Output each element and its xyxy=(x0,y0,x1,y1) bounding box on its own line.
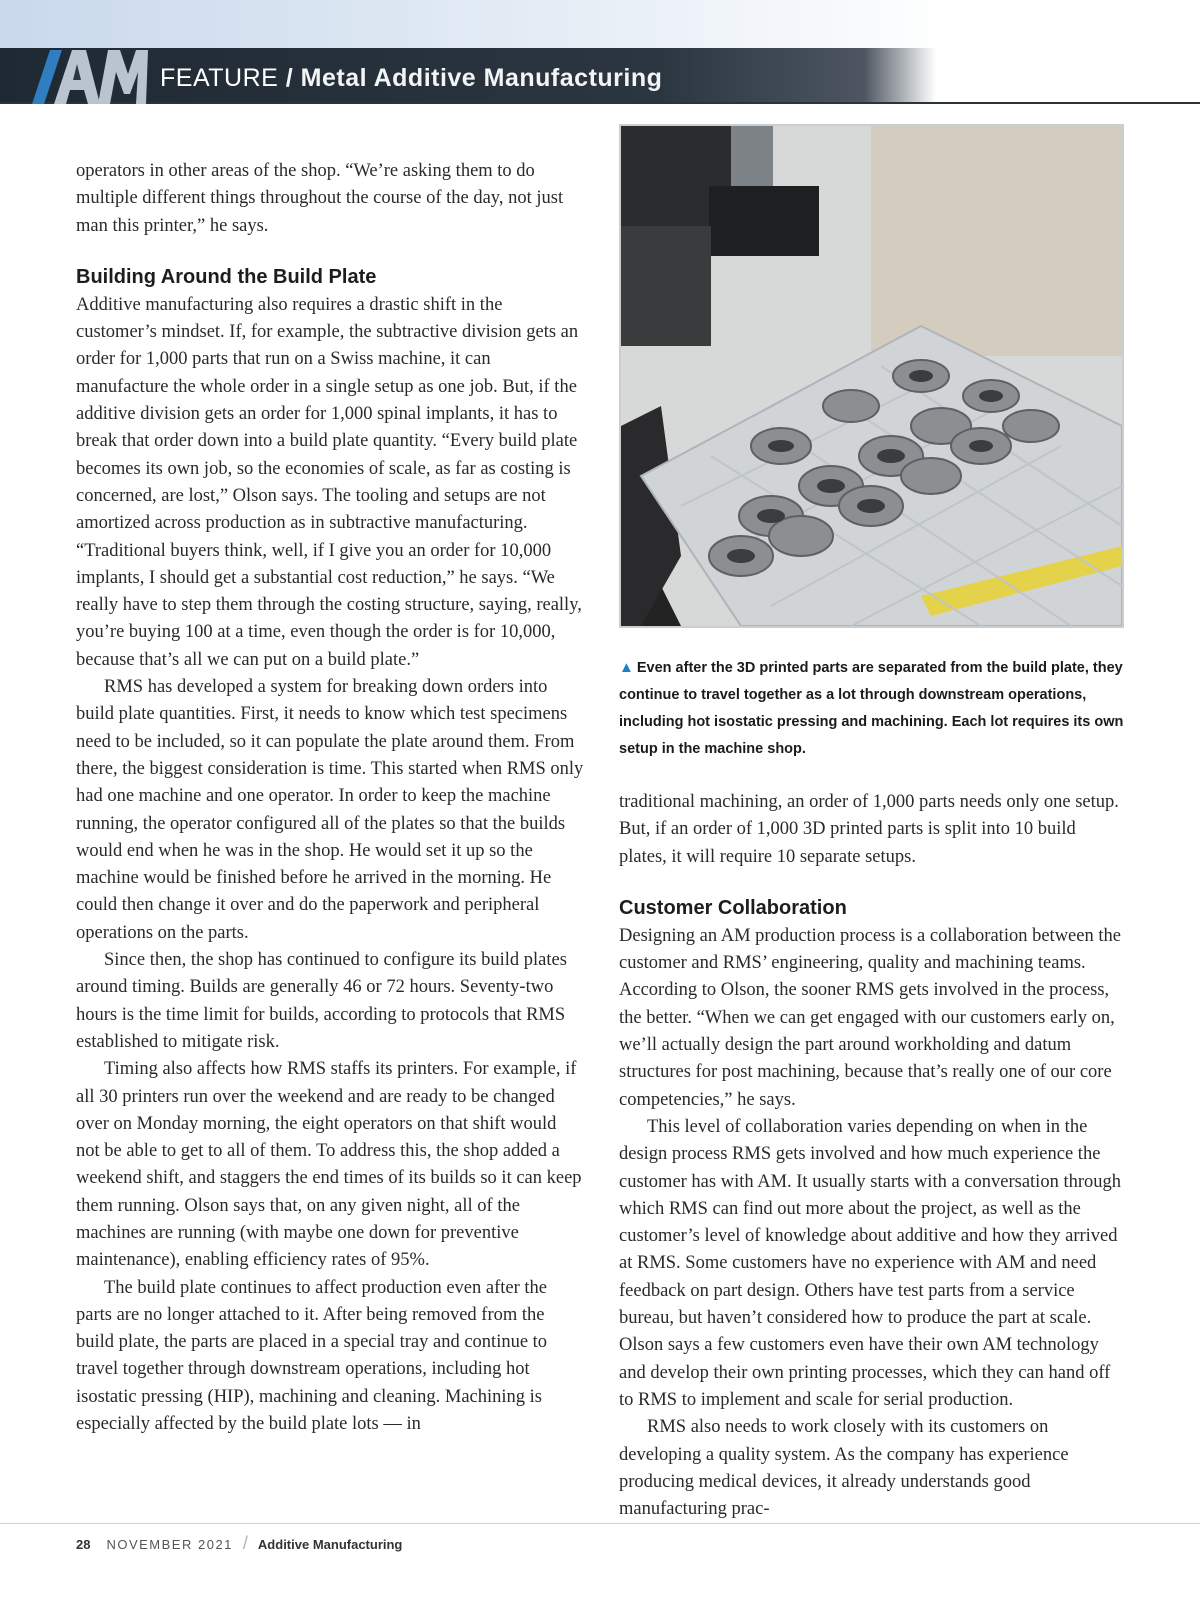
magazine-name: Additive Manufacturing xyxy=(257,1537,403,1552)
tray-photo xyxy=(619,124,1124,628)
footer-divider: / xyxy=(242,1533,248,1553)
body-paragraph: Additive manufacturing also requires a drastic shift in the customer’s mindset. If, for example, the subtractive division gets an order for 1,000 parts that run on a Swiss machine, it can manufacture the whole order in a single setup as one job. But, if the additive division gets an order for 1,000 spinal implants, it has to break that order down into a build plate quantity. “Every build plate becomes its own job, so the economies of scale, as far as costing is concerned, are lost,” Olson says. The tooling and setups are not amortized across production as in subtractive manufacturing. “Traditional buyers think, well, if I give you an order for 10,000 implants, I should get a substantial cost reduction,” he says. “We really have to step them through the costing structure, saying, really, you’re buying 100 at a time, even though the order is for 10,000, because that’s all we can put on a build plate.” xyxy=(76,294,582,670)
issue-date: NOVEMBER 2021 xyxy=(106,1537,233,1552)
left-column xyxy=(76,158,584,1438)
photo-caption xyxy=(619,654,1134,763)
section-header xyxy=(160,64,662,93)
header-kicker: FEATURE xyxy=(160,64,279,92)
right-column xyxy=(619,789,1127,1523)
header-band xyxy=(0,0,1200,48)
am-logo xyxy=(28,50,148,104)
body-paragraph: Designing an AM production process is a collaboration between the customer and RMS’ engineering, quality and machining teams. According to Olson, the sooner RMS gets involved in the process, the better. “When we can get engaged with our customers early on, we’ll actually design the part around workholding and datum structures for post machining, because that’s really one of our core competencies,” he says. xyxy=(619,925,1121,1110)
body-paragraph: Timing also affects how RMS staffs its printers. For example, if all 30 printers run over the weekend and are ready to be changed over on Monday morning, the eight operators on that shift would not be able to get to all of them. To address this, the shop added a weekend shift, and staggers the end times of its builds so it can keep them running. Olson says that, on any given night, all of the machines are running (with maybe one down for preventive maintenance), enabling efficiency rates of 95%. xyxy=(76,1059,582,1271)
body-paragraph: operators in other areas of the shop. “We’re asking them to do multiple different things throughout the course of the day, not just man this printer,” he says. xyxy=(76,161,564,236)
body-paragraph: This level of collaboration varies depending on when in the design process RMS gets involved and how much experience the customer has with AM. It usually starts with a conversation through which RMS can find out more about the project, as well as the customer’s level of knowledge about additive and how they arrived at RMS. Some customers have no experience with AM and need feedback on part design. Others have test parts from a service bureau, but haven’t considered how to produce the part at scale. Olson says a few customers even have their own AM technology and develop their own printing processes, which they can hand off to RMS to implement and scale for serial production. xyxy=(619,1116,1121,1410)
section-heading: Building Around the Build Plate xyxy=(76,265,377,288)
caption-text: Even after the 3D printed parts are separated from the build plate, they continue to travel together as a lot through downstream operations, including hot isostatic pressing and machining. Each lot requires its own setup in the machine shop. xyxy=(619,660,1124,757)
header-section: Metal Additive Manufacturing xyxy=(300,64,663,92)
body-paragraph: RMS has developed a system for breaking down orders into build plate quantities. First, it needs to know which test specimens need to be included, so it can populate the plate around them. From there, the biggest consideration is time. This started when RMS only had one machine and one operator. In order to keep the machine running, the operator configured all of the plates so that the builds would end when he was in the shop. He would set it up so the machine would be finished before he arrived in the morning. He could then change it over and do the paperwork and peripheral operations on the parts. xyxy=(76,677,584,943)
body-paragraph: RMS also needs to work closely with its customers on developing a quality system. As the company has experience producing medical devices, it already understands good manufacturing prac- xyxy=(619,1417,1069,1520)
header-separator: / xyxy=(278,64,301,92)
footer-rule xyxy=(0,1523,1200,1524)
page-footer xyxy=(76,1533,402,1554)
section-heading: Customer Collaboration xyxy=(619,896,847,919)
body-paragraph: The build plate continues to affect production even after the parts are no longer attached to it. After being removed from the build plate, the parts are placed in a special tray and continue to travel together through downstream operations, including hot isostatic pressing (HIP), machining and cleaning. Machining is especially affected by the build plate lots — in xyxy=(76,1277,548,1435)
body-paragraph: traditional machining, an order of 1,000 parts needs only one setup. But, if an order of 1,000 3D printed parts is split into 10 build plates, it will require 10 separate setups. xyxy=(619,792,1119,867)
body-paragraph: Since then, the shop has continued to configure its build plates around timing. Builds are generally 46 or 72 hours. Seventy-two hours is the time limit for builds, according to protocols that RMS established to mitigate risk. xyxy=(76,950,567,1052)
page-number: 28 xyxy=(76,1537,91,1552)
caption-triangle-icon: ▲ xyxy=(619,659,634,676)
header-rule xyxy=(0,102,1200,104)
